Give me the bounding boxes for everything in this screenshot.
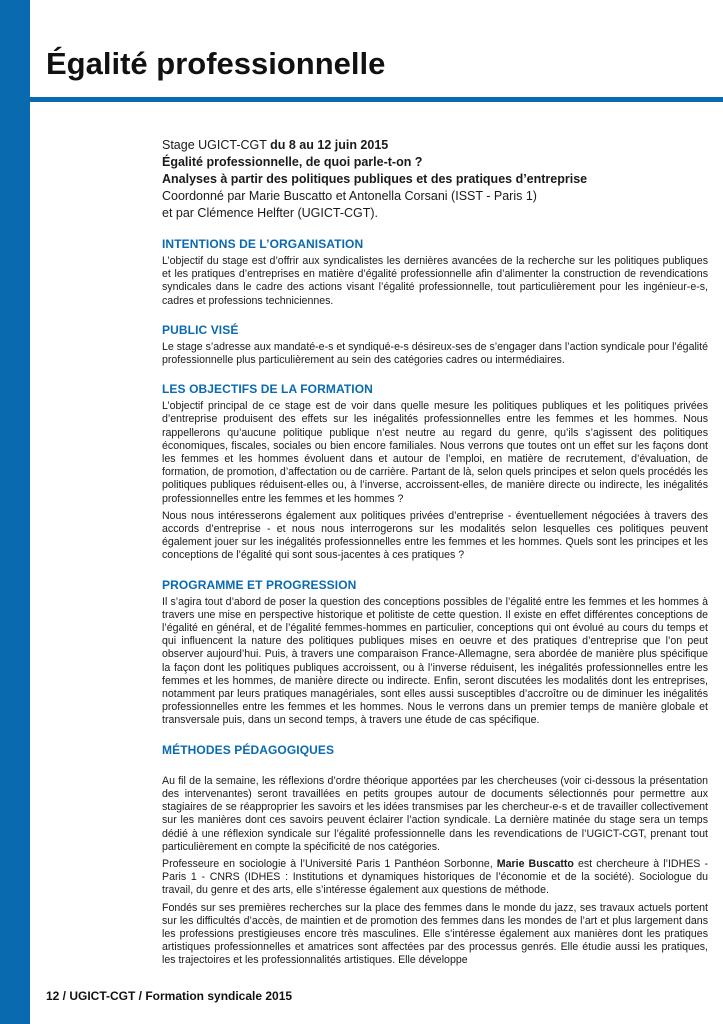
stage-info <box>162 137 708 222</box>
stage-coordination: Coordonné par Marie Buscatto et Antonella Corsani (ISST - Paris 1) <box>162 189 537 203</box>
paragraph: Au fil de la semaine, les réflexions d’ordre théorique apportées par les chercheuses (voir ci-dessous la présentation des intervenantes) seront travaillées en petits groupes autour de documents sélectionnés pour permettre aux stagiaires de se réapproprier les savoirs et les idées transmises par les chercheur-e-s et de travailler collectivement sur les manières dont ces savoirs peuvent éclairer l’action syndicale. La dernière matinée du stage sera un temps dédié à une réflexion syndicale sur l’égalité professionnelle dans les revendications de l’UGICT-CGT, prenant tout particulièrement en compte la spécificité de nos catégories. <box>162 774 708 853</box>
stage-dates-line <box>162 137 708 154</box>
stage-dates: du 8 au 12 juin 2015 <box>270 138 389 152</box>
section-heading: LES OBJECTIFS DE LA FORMATION <box>162 382 373 397</box>
section-public <box>162 323 708 367</box>
section-intentions <box>162 237 708 308</box>
section-objectifs <box>162 382 708 562</box>
section-heading: INTENTIONS DE L’ORGANISATION <box>162 237 364 251</box>
title-rule <box>30 97 723 102</box>
paragraph: Professeure en sociologie à l’Université Paris 1 Panthéon Sorbonne, Marie Buscatto est chercheure à l’IDHES - Paris 1 - CNRS (IDHES : Institutions et dynamiques historiques de l’économie et de la société). Sociologue du travail, du genre et des arts, elle s’intéresse également aux questions de méthode. <box>162 857 708 897</box>
section-programme <box>162 578 708 728</box>
paragraph: Nous nous intéresserons également aux politiques privées d’entreprise - éventuellement négociées à travers des accords d’entreprise - et nous nous interrogerons sur les modalités selon lesquelles ces politiques peuvent également jouer sur les inégalités professionnelles entre les femmes et les hommes. Quels sont les principes et les conceptions de l’égalité qui sont sous-jacentes à ces pratiques ? <box>162 509 708 562</box>
paragraph: Il s’agira tout d’abord de poser la question des conceptions possibles de l’égalité entre les femmes et les hommes à travers une mise en perspective historique et politiste de cette question. Il existe en effet différentes conceptions de l’égalité en général, et de l’égalité femmes-hommes en particulier, conceptions qui ont évolué au cours du temps et qui influencent la nature des politiques publiques mises en oeuvre et des pratiques d’entreprise que l’on peut observer aujourd’hui. Puis, à travers une comparaison France-Allemagne, sera abordée de manière plus spécifique la façon dont les politiques publiques accroissent, ou à l’inverse réduisent, les inégalités professionnelles entre les femmes et les hommes, de manière directe ou indirecte. Enfin, seront discutées les modalités dont les entreprises, notamment par leurs pratiques managériales, sont elles aussi susceptibles d’accroître ou de diminuer les inégalités professionnelles entre les femmes et les hommes. Nous le verrons dans un premier temps de manière globale et transversale puis, dans un second temps, à travers une étude de cas spécifique. <box>162 595 708 727</box>
stage-coordination-2: et par Clémence Helfter (UGICT-CGT). <box>162 206 379 220</box>
paragraph: Le stage s’adresse aux mandaté-e-s et syndiqué-e-s désireux-ses de s’engager dans l’action syndicale pour l’égalité professionnelle plus particulièrement au sein des catégories cadres ou intermédiaires. <box>162 340 708 367</box>
left-accent-bar <box>0 0 30 1024</box>
stage-subtitle: Égalité professionnelle, de quoi parle-t-on ? <box>162 155 423 169</box>
paragraph: L’objectif du stage est d’offrir aux syndicalistes les dernières avancées de la recherche sur les politiques publiques et les pratiques d’entreprises en matière d’égalité professionnelle afin d’alimenter la construction de revendications syndicales dans le cadre des actions visant l’égalité professionnelle, tout particulièrement pour les ingénieur-e-s, cadres et professions techniciennes. <box>162 255 708 307</box>
section-heading: PUBLIC VISÉ <box>162 322 239 337</box>
page-title: Égalité professionnelle <box>46 46 386 81</box>
paragraph: Fondés sur ses premières recherches sur la place des femmes dans le monde du jazz, ses travaux actuels portent sur les difficultés d’accès, de maintien et de promotion des femmes dans les mondes de l’art et plus largement dans les professions prestigieuses encore très masculines. Elle s’intéresse également aux manières dont les pratiques artistiques professionnelles et amatrices sont affectées par des processus genrés. Elle étudie aussi les pratiques, les trajectoires et les professionnalités artistiques. Elle développe <box>162 901 708 967</box>
paragraph: L’objectif principal de ce stage est de voir dans quelle mesure les politiques publiques et les politiques privées d’entreprise produisent des effets sur les inégalités professionnelles entre les femmes et les hommes. Nous rappellerons qu’aucune politique publique n’est neutre au regard du genre, qu’ils s’agissent des politiques économiques, fiscales, sociales ou bien encore familiales. Nous verrons que toutes ont un effet sur les façons dont les femmes et les hommes évoluent dans et autour de l’emploi, en matière de recrutement, d’évaluation, de formation, de promotion, d’affectation ou de carrière. Partant de là, selon quels principes et selon quels procédés les politiques publiques réduisent-elles ou, à l’inverse, accroissent-elles, de manière directe ou indirecte, les inégalités professionnelles entre les femmes et les hommes ? <box>162 400 708 505</box>
main-content <box>162 137 708 972</box>
researcher-name: Marie Buscatto <box>496 857 574 870</box>
section-heading: PROGRAMME ET PROGRESSION <box>162 577 357 592</box>
stage-analyses: Analyses à partir des politiques publiques et des pratiques d’entreprise <box>162 172 588 186</box>
page-footer: 12 / UGICT-CGT / Formation syndicale 2015 <box>46 989 293 1003</box>
section-heading: MÉTHODES PÉDAGOGIQUES <box>162 742 335 757</box>
section-methodes <box>162 743 708 968</box>
stage-label: Stage UGICT-CGT <box>162 138 271 152</box>
